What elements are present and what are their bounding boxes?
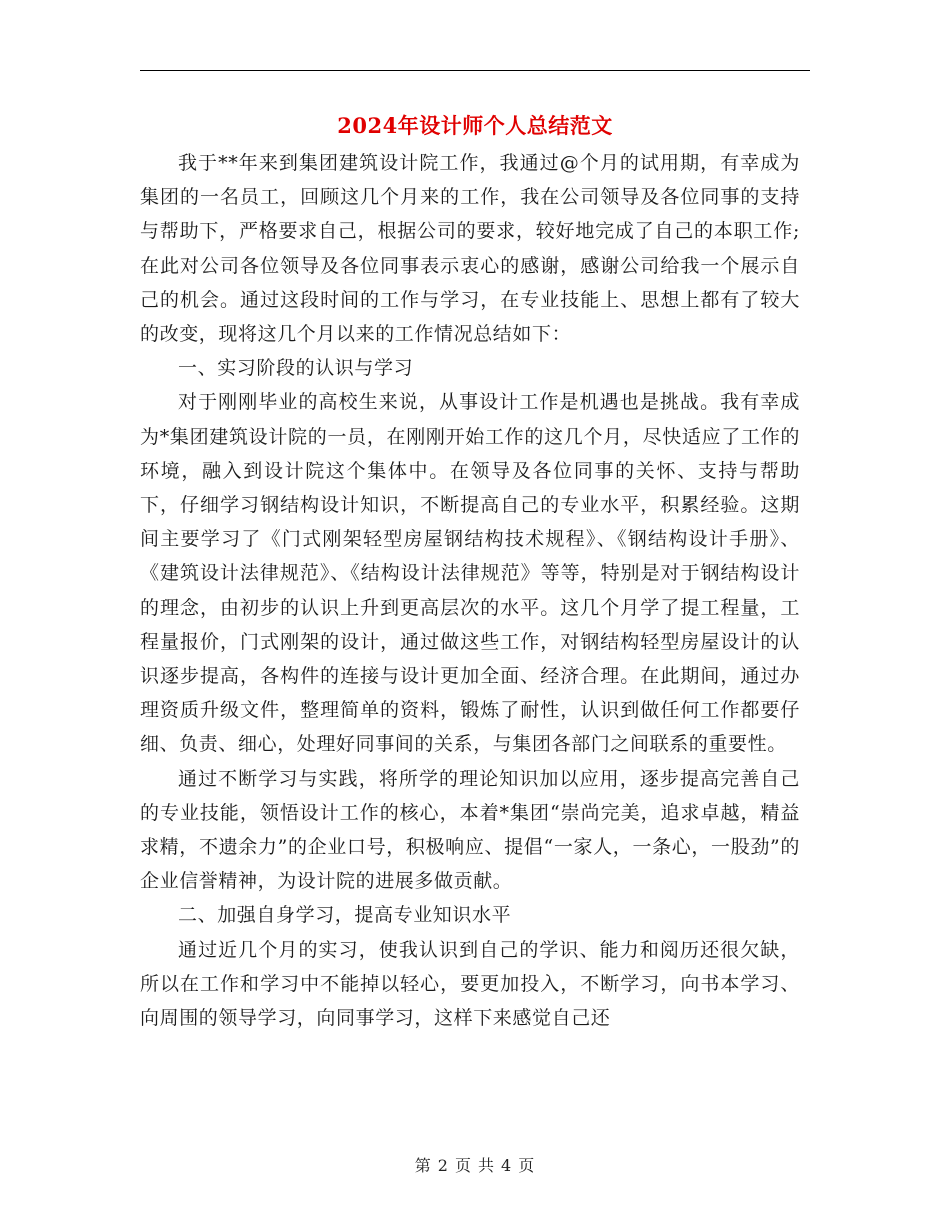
paragraph-practice: 通过不断学习与实践，将所学的理论知识加以应用，逐步提高完善自己的专业技能，领悟设计工作的核心，本着*集团“崇尚完美，追求卓越，精益求精，不遗余力”的企业口号，积极响应、提倡“一家人，一条心，一股劲”的企业信誉精神，为设计院的进展多做贡献。 (140, 767, 800, 893)
footer-current-page: 2 (437, 1156, 449, 1175)
footer-total-word: 共 (478, 1156, 496, 1175)
paragraph-section-1: 对于刚刚毕业的高校生来说，从事设计工作是机遇也是挑战。我有幸成为*集团建筑设计院的一员，在刚刚开始工作的这几个月，尽快适应了工作的环境，融入到设计院这个集体中。在领导及各位同事的关怀、支持与帮助下，仔细学习钢结构设计知识，不断提高自己的专业水平，积累经验。这期间主要学习了《门式刚架轻型房屋钢结构技术规程》、《钢结构设计手册》、《建筑设计法律规范》、《结构设计法律规范》等等，特别是对于钢结构设计的理念，由初步的认识上升到更高层次的水平。这几个月学了提工程量，工程量报价，门式刚架的设计，通过做这些工作，对钢结构轻型房屋设计的认识逐步提高，各构件的连接与设计更加全面、经济合理。在此期间，通过办理资质升级文件，整理简单的资料，锻炼了耐性，认识到做任何工作都要仔细、负责、细心，处理好同事间的关系，与集团各部门之间联系的重要性。 (140, 391, 800, 756)
footer-total-pages: 4 (501, 1156, 513, 1175)
footer-page-word: 页 (454, 1156, 472, 1175)
document-title: 2024年设计师个人总结范文 (337, 113, 613, 138)
footer-prefix: 第 (414, 1156, 432, 1175)
page-number-footer (140, 1153, 810, 1176)
document-body (140, 146, 800, 1035)
header-rule (140, 70, 810, 71)
footer-suffix: 页 (518, 1156, 536, 1175)
section-heading-1: 一、实习阶段的认识与学习 (178, 357, 414, 380)
section-heading-2: 二、加强自身学习，提高专业知识水平 (178, 904, 512, 927)
paragraph-intro: 我于**年来到集团建筑设计院工作，我通过@个月的试用期，有幸成为集团的一名员工，回顾这几个月来的工作，我在公司领导及各位同事的支持与帮助下，严格要求自己，根据公司的要求，较好地完成了自己的本职工作;在此对公司各位领导及各位同事表示衷心的感谢，感谢公司给我一个展示自己的机会。通过这段时间的工作与学习，在专业技能上、思想上都有了较大的改变，现将这几个月以来的工作情况总结如下： (140, 152, 800, 346)
paragraph-section-2: 通过近几个月的实习，使我认识到自己的学识、能力和阅历还很欠缺，所以在工作和学习中不能掉以轻心，要更加投入，不断学习，向书本学习、向周围的领导学习，向同事学习，这样下来感觉自己还 (140, 938, 800, 1030)
